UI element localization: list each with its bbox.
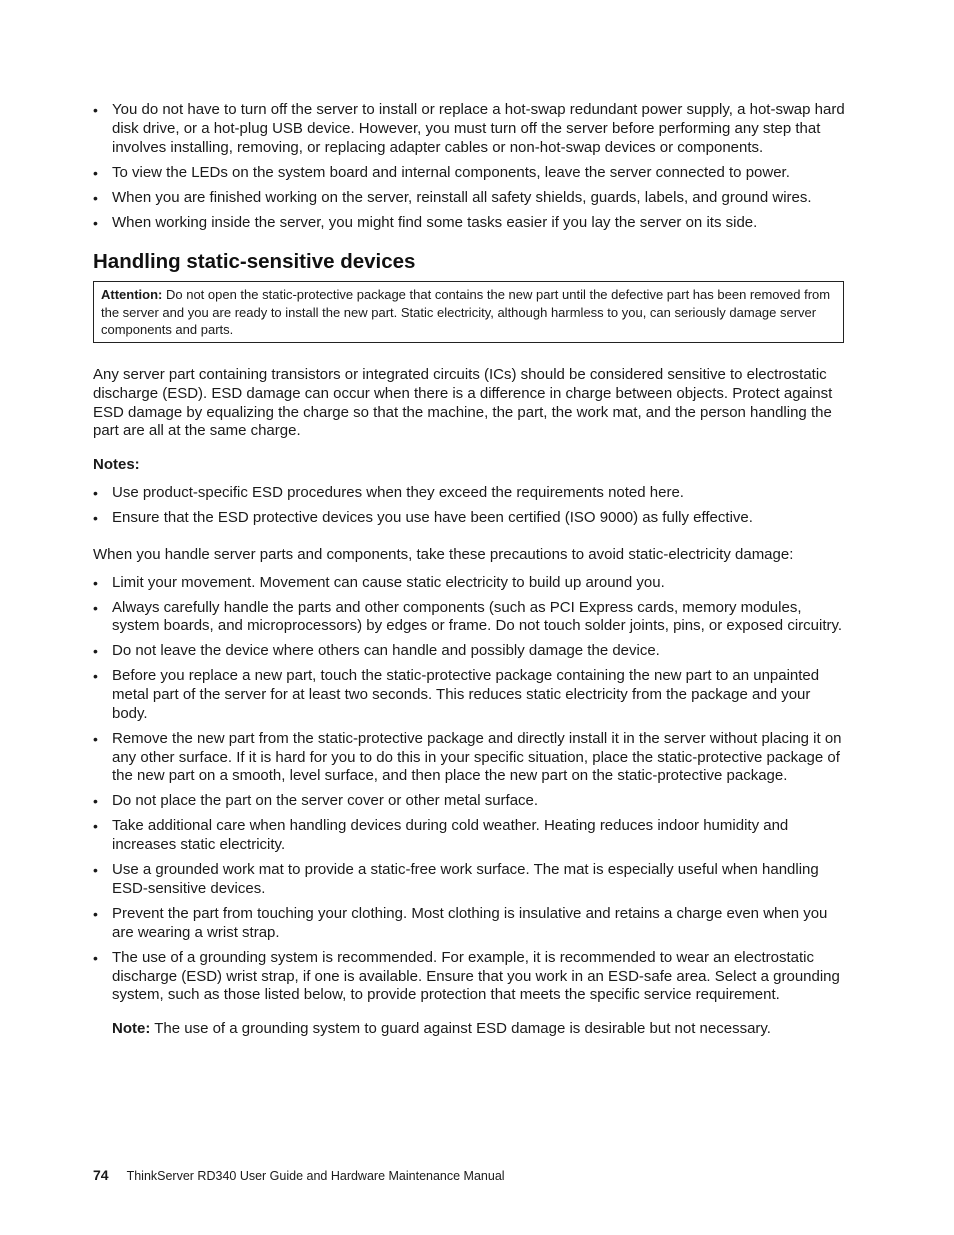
list-item: • Use product-specific ESD procedures when they exceed the requirements noted here. <box>93 484 849 503</box>
list-item: • When you are finished working on the server, reinstall all safety shields, guards, labels, and ground wires. <box>93 189 849 208</box>
list-item: • When working inside the server, you might find some tasks easier if you lay the server on its side. <box>93 214 849 233</box>
page-footer <box>93 1166 505 1185</box>
page-content <box>93 101 849 1039</box>
attention-text: Do not open the static-protective package that contains the new part until the defective part has been removed from the server and you are ready to install the new part. Static electricity, although harmless to you, can seriously damage server components and parts. <box>101 287 831 337</box>
note-label: Note: <box>112 1020 151 1038</box>
final-note <box>112 1020 849 1039</box>
list-item: • Take additional care when handling devices during cold weather. Heating reduces indoor humidity and increases static electricity. <box>93 817 849 855</box>
top-bullet-list <box>93 101 849 232</box>
precautions-intro: When you handle server parts and components, take these precautions to avoid static-electricity damage: <box>93 545 794 563</box>
page-number: 74 <box>93 1167 109 1183</box>
list-item: • Always carefully handle the parts and other components (such as PCI Express cards, memory modules, system boards, and microprocessors) by edges or frame. Do not touch solder joints, pins, or exposed circuitry. <box>93 599 849 637</box>
list-item: • Prevent the part from touching your clothing. Most clothing is insulative and retains a charge even when you are wearing a wrist strap. <box>93 905 849 943</box>
list-item: • Limit your movement. Movement can cause static electricity to build up around you. <box>93 574 849 593</box>
list-item: • The use of a grounding system is recommended. For example, it is recommended to wear an electrostatic discharge (ESD) wrist strap, if one is available. Ensure that you work in an ESD-safe area. Select a grounding system, such as those listed below, to provide protection that meets the specific service requirement. <box>93 949 849 1005</box>
attention-box <box>93 281 844 343</box>
intro-paragraph: Any server part containing transistors or integrated circuits (ICs) should be considered sensitive to electrostatic discharge (ESD). ESD damage can occur when there is a difference in charge between objects. Protect against ESD damage by equalizing the charge so that the machine, the part, the work mat, and the person handling the part are all at the same charge. <box>93 365 833 440</box>
list-item: • To view the LEDs on the system board and internal components, leave the server connected to power. <box>93 164 849 183</box>
list-item: • Before you replace a new part, touch the static-protective package containing the new part to an unpainted metal part of the server for at least two seconds. This reduces static electricity from the package and your body. <box>93 667 849 723</box>
list-item: • You do not have to turn off the server to install or replace a hot-swap redundant power supply, a hot-swap hard disk drive, or a hot-plug USB device. However, you must turn off the server before performing any step that involves installing, removing, or replacing adapter cables or non-hot-swap devices or components. <box>93 101 849 157</box>
list-item: • Do not place the part on the server cover or other metal surface. <box>93 792 849 811</box>
list-item: • Do not leave the device where others can handle and possibly damage the device. <box>93 642 849 661</box>
attention-label: Attention: <box>101 287 163 303</box>
list-item: • Remove the new part from the static-protective package and directly install it in the server without placing it on any other surface. If it is hard for you to do this in your specific situation, place the static-protective package of the new part on a smooth, level surface, and then place the new part on the static-protective package. <box>93 730 849 786</box>
section-title: Handling static-sensitive devices <box>93 250 416 274</box>
manual-title: ThinkServer RD340 User Guide and Hardware Maintenance Manual <box>126 1169 505 1183</box>
notes-list <box>93 484 849 528</box>
precautions-list <box>93 574 849 1006</box>
note-text: The use of a grounding system to guard against ESD damage is desirable but not necessary. <box>150 1020 771 1038</box>
list-item: • Use a grounded work mat to provide a static-free work surface. The mat is especially useful when handling ESD-sensitive devices. <box>93 861 849 899</box>
list-item: • Ensure that the ESD protective devices you use have been certified (ISO 9000) as fully effective. <box>93 509 849 528</box>
notes-heading: Notes: <box>93 456 140 474</box>
